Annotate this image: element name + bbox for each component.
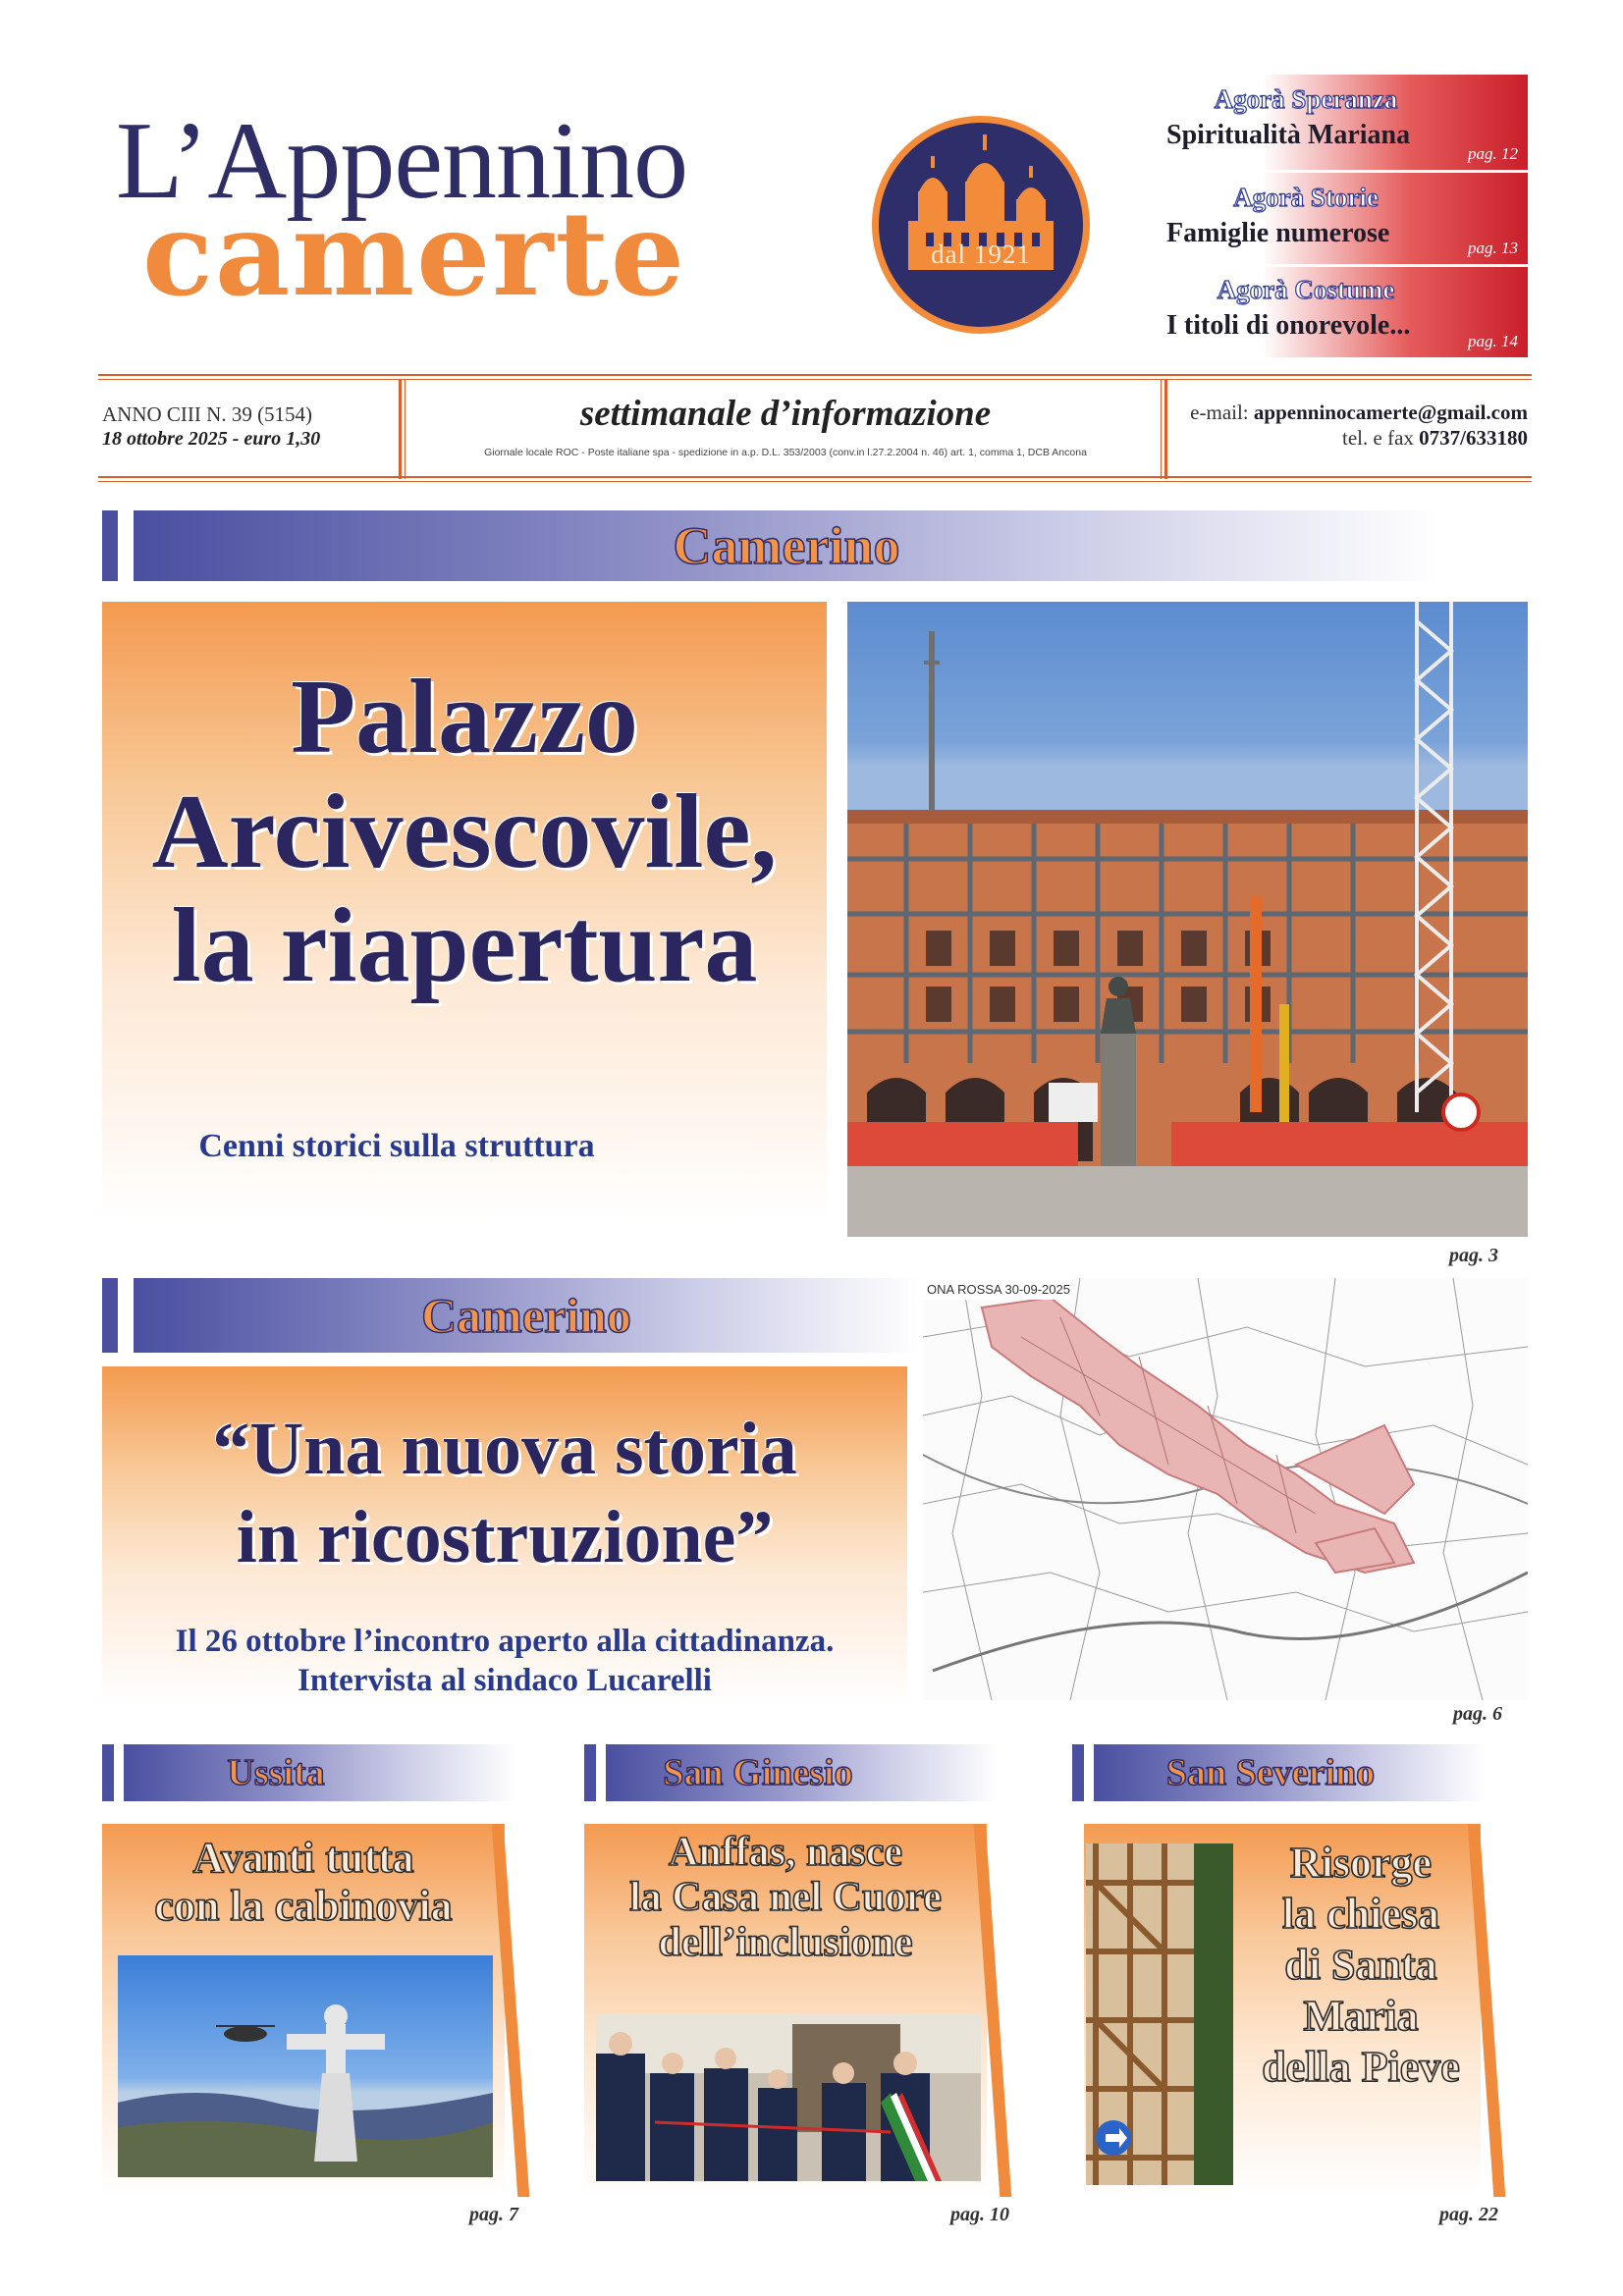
headline-line: Palazzo: [291, 659, 638, 775]
map-caption: ONA ROSSA 30-09-2025: [927, 1282, 1070, 1297]
agora-subtitle: Spiritualità Mariana: [1166, 120, 1411, 150]
legal-notice: Giornale locale ROC - Poste italiane spa - spedizione in a.p. D.L. 353/2003 (conv.in l.27.2.2004 n. 46) art. 1, comma 1, DCB Ancona: [484, 447, 1087, 458]
headline-line: “Una nuova storia: [212, 1408, 797, 1490]
agora-storie-teaser[interactable]: [1159, 173, 1528, 264]
section-label-ussita: Ussita: [227, 1752, 325, 1793]
phone-label: tel. e fax: [1342, 426, 1414, 450]
agora-title: Agorà Costume: [1217, 275, 1395, 304]
agora-title: Agorà Speranza: [1214, 84, 1398, 114]
section-tick: [584, 1744, 596, 1801]
contact-email: [1149, 400, 1528, 425]
agora-subtitle: Famiglie numerose: [1166, 218, 1390, 248]
agora-subtitle: I titoli di onorevole...: [1166, 310, 1411, 341]
headline-line: con la cabinovia: [154, 1882, 453, 1931]
section-tick: [1072, 1744, 1084, 1801]
issue-date-price: 18 ottobre 2025 - euro 1,30: [102, 428, 321, 450]
page-reference: pag. 14: [1468, 332, 1518, 350]
rule-top: [98, 374, 1532, 376]
email-label: e-mail:: [1190, 400, 1249, 424]
san-ginesio-story-box[interactable]: [584, 1824, 987, 2197]
rule-bottom: [98, 476, 1532, 478]
section-label-san-severino: San Severino: [1165, 1752, 1376, 1793]
logo-inner-circle: [879, 123, 1083, 327]
san-severino-headline: [1241, 1838, 1481, 2093]
headline-line: in ricostruzione”: [236, 1495, 774, 1578]
second-subtitle: [102, 1622, 907, 1701]
page-reference: pag. 6: [1453, 1703, 1502, 1725]
second-headline: [102, 1406, 907, 1581]
masthead-title-line2: camerte: [142, 186, 686, 322]
headline-line: Arcivescovile,: [151, 773, 778, 890]
headline-line: Risorge: [1289, 1839, 1433, 1887]
headline-line: la Casa nel Cuore: [629, 1875, 942, 1921]
subtitle-line: Il 26 ottobre l’incontro aperto alla cittadinanza.: [175, 1624, 835, 1659]
rule-top-thin: [98, 379, 1532, 380]
lead-headline: [102, 661, 827, 1004]
subtitle-line: Intervista al sindaco Lucarelli: [298, 1663, 712, 1699]
issue-number: ANNO CIII N. 39 (5154): [102, 402, 313, 426]
masthead-title-line1: L’Appennino: [116, 100, 688, 222]
headline-line: Maria: [1303, 1991, 1419, 2040]
section-label-san-ginesio: San Ginesio: [663, 1752, 853, 1793]
san-severino-story-box[interactable]: [1084, 1824, 1481, 2197]
san-ginesio-headline: [584, 1830, 987, 1966]
ussita-story-box[interactable]: [102, 1824, 505, 2197]
second-story-box[interactable]: [102, 1366, 907, 1706]
page-reference: pag. 10: [950, 2204, 1009, 2225]
lead-story-box[interactable]: [102, 602, 827, 1222]
agora-speranza-teaser[interactable]: [1159, 75, 1528, 170]
palazzo-photo: [847, 602, 1528, 1237]
headline-line: la riapertura: [171, 887, 758, 1005]
headline-line: Anffas, nasce: [669, 1830, 902, 1875]
page-reference: pag. 3: [1449, 1245, 1498, 1266]
agora-costume-teaser[interactable]: [1159, 267, 1528, 357]
headline-line: di Santa: [1284, 1940, 1437, 1989]
cabinovia-photo: [118, 1955, 493, 2177]
email-address[interactable]: appenninocamerte@gmail.com: [1253, 400, 1528, 424]
page-reference: pag. 13: [1468, 239, 1518, 257]
red-zone-map: [923, 1278, 1528, 1700]
divider: [405, 379, 406, 479]
section-label-camerino: Camerino: [673, 516, 900, 575]
church-scaffold-photo: [1086, 1843, 1233, 2185]
lead-subtitle: Cenni storici sulla struttura: [198, 1128, 595, 1164]
ussita-headline: [102, 1834, 505, 1931]
headline-line: della Pieve: [1262, 2042, 1460, 2091]
page-reference: pag. 12: [1468, 144, 1518, 163]
anffas-photo: [596, 2014, 981, 2181]
headline-line: dell’inclusione: [658, 1920, 913, 1966]
section-tick: [102, 1744, 114, 1801]
section-label-camerino: Camerino: [421, 1288, 631, 1343]
page-reference: pag. 7: [469, 2204, 518, 2225]
headline-line: la chiesa: [1281, 1889, 1440, 1938]
contact-phone: [1149, 426, 1528, 451]
logo-year: dal 1921: [931, 240, 1031, 269]
section-tick: [102, 1278, 118, 1353]
headline-line: Avanti tutta: [192, 1834, 414, 1882]
agora-title: Agorà Storie: [1233, 183, 1379, 212]
section-tick: [102, 510, 118, 581]
weekly-tagline: settimanale d’informazione: [579, 394, 992, 434]
page-reference: pag. 22: [1439, 2204, 1498, 2225]
phone-number: 0737/633180: [1419, 426, 1528, 450]
divider: [399, 379, 402, 479]
cathedral-icon: [879, 123, 1083, 327]
rule-bottom-thin: [98, 481, 1532, 482]
